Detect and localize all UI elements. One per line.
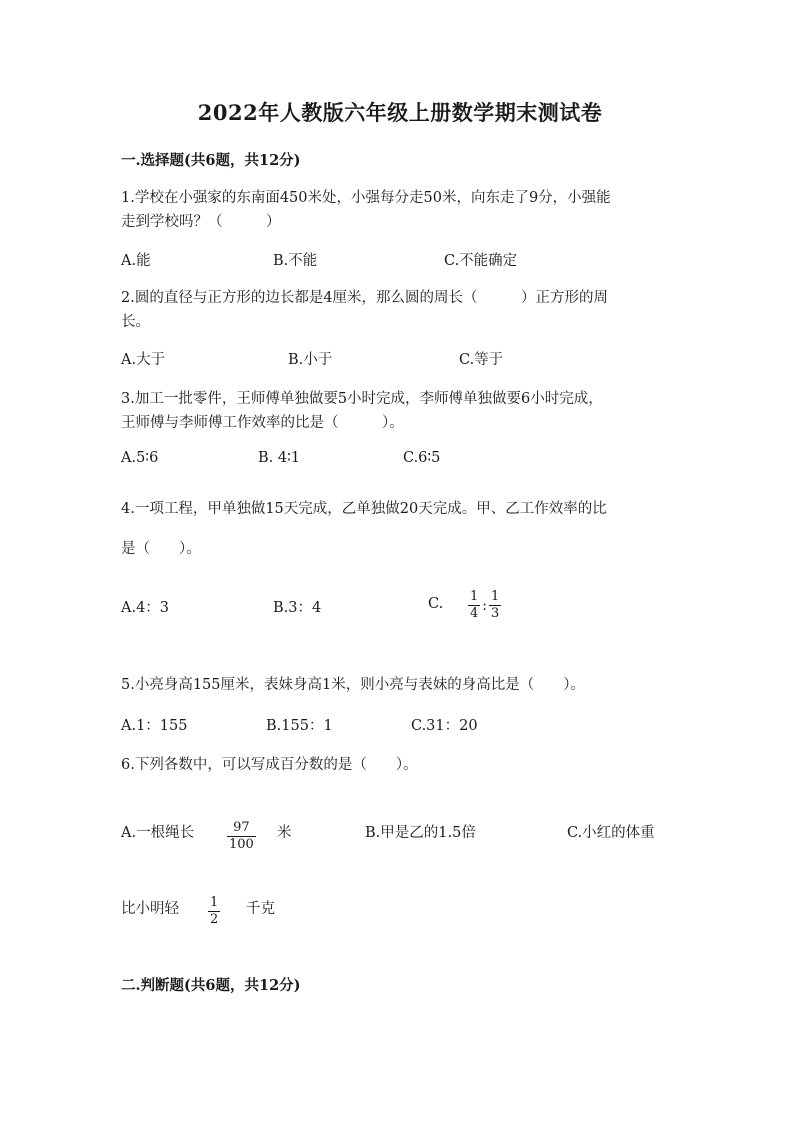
- question-3-line-2: 王师傅与李师傅工作效率的比是（ ）。: [121, 415, 404, 431]
- fraction-one-fourth: [468, 590, 480, 621]
- question-3-option-a: A.5∶6: [121, 450, 159, 466]
- question-5-option-a: A.1：155: [121, 718, 188, 734]
- question-2-line-1: 2.圆的直径与正方形的边长都是4厘米，那么圆的周长（ ）正方形的周: [121, 290, 609, 306]
- question-1-line-1: 1.学校在小强家的东南面450米处，小强每分走50米，向东走了9分，小强能: [121, 190, 611, 206]
- question-1-option-a: A.能: [121, 253, 151, 269]
- fraction-denominator: 100: [229, 837, 254, 852]
- question-6-option-c-text: C.小红的体重: [567, 825, 655, 841]
- question-5-option-c: C.31：20: [411, 718, 478, 734]
- question-6-option-c-continued: 比小明轻: [121, 901, 179, 917]
- question-4-option-c-ratio: [468, 590, 501, 621]
- question-1-option-c: C.不能确定: [444, 253, 518, 269]
- question-6-option-b: B.甲是乙的1.5倍: [365, 825, 476, 841]
- question-4-line-1: 4.一项工程，甲单独做15天完成，乙单独做20天完成。甲、乙工作效率的比: [121, 501, 607, 517]
- question-3-line-1: 3.加工一批零件，王师傅单独做要5小时完成，李师傅单独做要6小时完成，: [121, 391, 603, 407]
- fraction-numerator: 1: [210, 895, 219, 910]
- question-3-option-b: B. 4∶1: [258, 450, 301, 466]
- question-4-option-c-label: C.: [428, 596, 444, 612]
- question-3-option-c: C.6∶5: [403, 450, 441, 466]
- question-6-option-c-fraction: [208, 891, 220, 927]
- ratio-colon: :: [482, 597, 487, 614]
- fraction-denominator: 2: [210, 912, 219, 927]
- fraction-one-third: [489, 590, 501, 621]
- question-1-option-b: B.不能: [273, 253, 318, 269]
- question-1-line-2: 走到学校吗？（ ）: [121, 214, 281, 230]
- question-6-option-a-fraction: [227, 816, 256, 852]
- question-2-option-b: B.小于: [288, 352, 333, 368]
- question-5: [121, 673, 585, 697]
- question-4: [121, 489, 607, 569]
- question-6-option-c-unit: 千克: [246, 901, 275, 917]
- question-6: [121, 753, 418, 777]
- question-3: [121, 387, 603, 435]
- question-5-option-b: B.155：1: [266, 718, 333, 734]
- question-4-line-2: 是（ ）。: [121, 541, 201, 557]
- question-6-option-a-text: A.一根绳长: [121, 825, 195, 841]
- fraction-numerator: 97: [233, 820, 250, 835]
- question-2-line-2: 长。: [121, 314, 150, 330]
- question-6-option-a-unit: 米: [277, 825, 292, 841]
- question-5-line-1: 5.小亮身高155厘米，表妹身高1米，则小亮与表妹的身高比是（ ）。: [121, 677, 585, 693]
- fraction-denominator: 4: [470, 606, 479, 621]
- question-2-option-c: C.等于: [459, 352, 504, 368]
- question-1: [121, 186, 611, 234]
- fraction-numerator: 1: [470, 589, 479, 604]
- question-2: [121, 286, 608, 334]
- question-2-option-a: A.大于: [121, 352, 166, 368]
- fraction-numerator: 1: [491, 589, 500, 604]
- question-4-option-b: B.3：4: [273, 600, 322, 616]
- section-heading-judgment: 二.判断题(共6题，共12分): [121, 977, 301, 994]
- page-title: 2022年人教版六年级上册数学期末测试卷: [197, 100, 603, 125]
- fraction-denominator: 3: [491, 606, 500, 621]
- question-4-option-a: A.4：3: [121, 600, 170, 616]
- section-heading-choice: 一.选择题(共6题，共12分): [121, 152, 301, 169]
- question-6-line-1: 6.下列各数中，可以写成百分数的是（ ）。: [121, 757, 418, 773]
